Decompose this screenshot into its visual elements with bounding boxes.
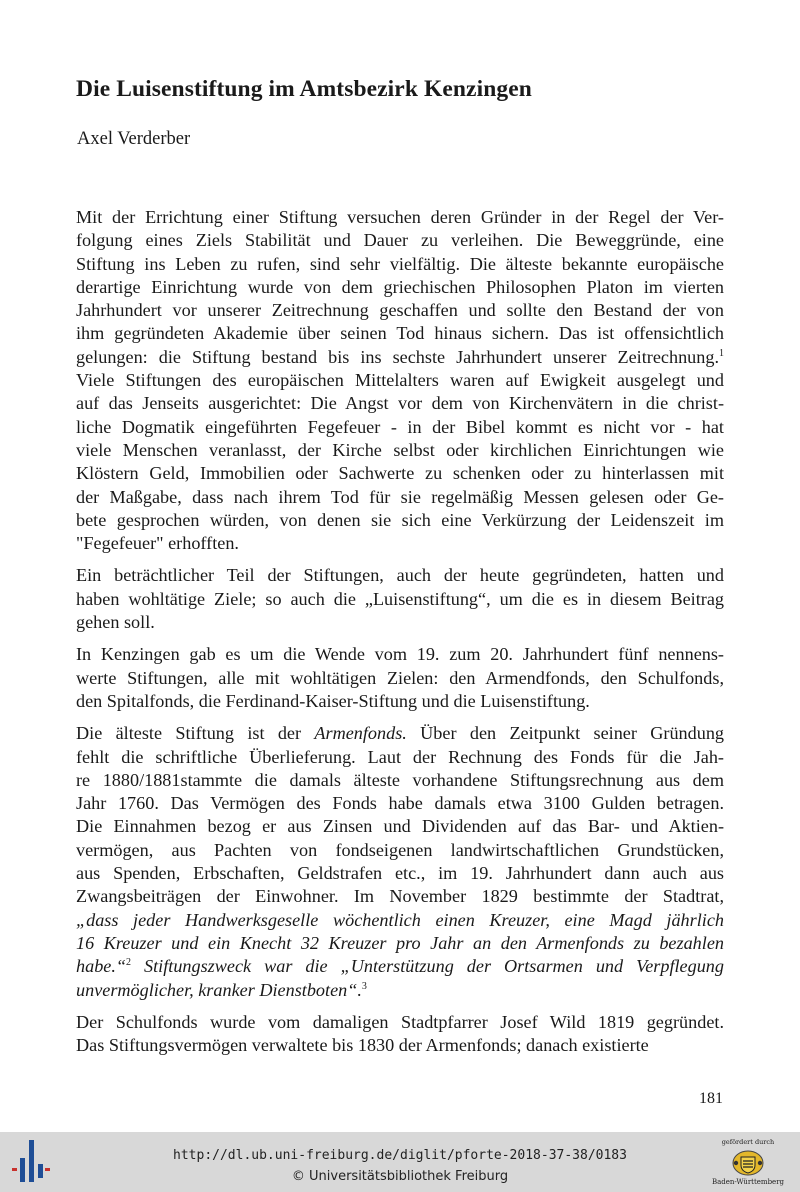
text-line — [76, 462, 724, 485]
text-line — [76, 862, 724, 885]
text-segment: Zwangsbeiträgen der Einwohner. Im November 1829 bestimmte der Stadtrat, — [76, 886, 724, 907]
text-line — [76, 909, 724, 932]
text-line — [76, 722, 724, 745]
text-segment: Jahrhundert vor unserer Zeitrechnung geschaffen und sollte den Bestand der von — [76, 300, 724, 321]
text-segment: aus Spenden, Erbschaften, Geldstrafen etc., im 19. Jahrhundert dann auch aus — [76, 863, 724, 884]
text-line — [76, 439, 724, 462]
text-segment: vermögen, aus Pachten von fondseigenen landwirtschaftlichen Grundstücken, — [76, 839, 724, 860]
text-line — [76, 253, 724, 276]
paragraph — [76, 643, 724, 713]
paragraph — [76, 722, 724, 1002]
text-segment: re 1880/1881stammte die damals älteste vorhandene Stiftungsrechnung aus dem — [76, 769, 724, 790]
text-segment: haben wohltätige Ziele; so auch die „Luisenstiftung“, um die es in diesem Beitrag — [76, 588, 724, 609]
text-line — [76, 932, 724, 955]
text-line — [76, 276, 724, 299]
text-segment: Jahr 1760. Das Vermögen des Fonds habe damals etwa 3100 Gulden betragen. — [76, 793, 724, 814]
paragraph — [76, 206, 724, 555]
text-segment: bete gesprochen würden, von denen sie sich eine Verkürzung der Leidenszeit im — [76, 509, 724, 530]
text-line — [76, 667, 724, 690]
text-line — [76, 588, 724, 611]
footnote-ref: 3 — [361, 980, 367, 992]
text-line — [76, 643, 724, 666]
sponsor-badge — [700, 1135, 796, 1191]
text-segment: den Spitalfonds, die Ferdinand-Kaiser-Stiftung und die Luisenstiftung. — [76, 690, 590, 711]
footnote-ref: 2 — [126, 957, 132, 969]
text-segment: viele Menschen veranlasst, der Kirche selbst oder kirchlichen Einrichtungen wie — [76, 439, 724, 460]
text-line — [76, 206, 724, 229]
text-line — [76, 1034, 724, 1057]
text-segment: Viele Stiftungen des europäischen Mittelalters waren auf Ewigkeit ausgelegt und — [76, 370, 724, 391]
text-line — [76, 979, 724, 1002]
text-line — [76, 322, 724, 345]
copyright-notice: © Universitätsbibliothek Freiburg — [291, 1169, 509, 1184]
text-segment: werte Stiftungen, alle mit wohltätigen Zielen: den Armendfonds, den Schulfonds, — [76, 667, 724, 688]
text-segment: Klöstern Geld, Immobilien oder Sachwerte zu schenken oder zu hinterlassen mit — [76, 463, 724, 484]
text-line — [76, 815, 724, 838]
text-segment: Stiftungszweck war die „Unterstützung der Ortsarmen und Verpflegung — [131, 956, 724, 977]
text-segment: fehlt die schriftliche Überlieferung. Laut der Rechnung des Fonds für die Jah- — [76, 746, 724, 767]
text-line — [76, 229, 724, 252]
text-segment: liche Dogmatik eingeführten Fegefeuer - in der Bibel kommt es nicht vor - hat — [76, 416, 724, 437]
article-author: Axel Verderber — [77, 129, 191, 149]
text-line — [76, 885, 724, 908]
text-segment: folgung eines Ziels Stabilität und Dauer zu verleihen. Die Beweggründe, eine — [76, 230, 724, 251]
source-url-link[interactable]: http://dl.ub.uni-freiburg.de/diglit/pforte-2018-37-38/0183 — [173, 1148, 627, 1163]
text-line — [76, 690, 724, 713]
text-line — [76, 564, 724, 587]
article-body — [76, 206, 724, 1057]
text-line — [76, 299, 724, 322]
text-line — [76, 611, 724, 634]
footnote-ref: 1 — [719, 347, 724, 359]
text-line — [76, 746, 724, 769]
text-line — [76, 955, 724, 978]
text-segment: gelungen: die Stiftung bestand bis ins sechste Jahrhundert unserer Zeitrechnung. — [76, 346, 719, 367]
text-line — [76, 792, 724, 815]
text-segment: „dass jeder Handwerksgeselle wöchentlich einen Kreuzer, eine Magd jährlich — [76, 909, 724, 930]
paragraph-gap — [76, 634, 724, 643]
text-segment: derartige Einrichtung wurde von dem griechischen Philosophen Platon im vierten — [76, 276, 724, 297]
text-line — [76, 369, 724, 392]
text-segment: der Maßgabe, dass nach ihrem Tod für sie regelmäßig Messen gelesen oder Ge- — [76, 486, 724, 507]
text-line — [76, 416, 724, 439]
text-segment: unvermöglicher, kranker Dienstboten“. — [76, 979, 362, 1000]
text-segment: Die Einnahmen bezog er aus Zinsen und Dividenden auf das Bar- und Aktien- — [76, 816, 724, 837]
text-segment: 16 Kreuzer und ein Knecht 32 Kreuzer pro Jahr an den Armenfonds zu bezahlen — [76, 932, 724, 953]
sponsor-label: gefördert durch — [721, 1138, 775, 1146]
text-segment: Armenfonds. — [314, 723, 407, 744]
text-segment: gehen soll. — [76, 612, 155, 633]
text-line — [76, 769, 724, 792]
text-segment: auf das Jenseits ausgerichtet: Die Angst vor dem von Kirchenvätern in die christ- — [76, 393, 724, 414]
text-segment: Über den Zeitpunkt seiner Gründung — [406, 723, 725, 744]
text-segment: Ein beträchtlicher Teil der Stiftungen, auch der heute gegründeten, hatten und — [76, 565, 724, 586]
text-segment: Der Schulfonds wurde vom damaligen Stadtpfarrer Josef Wild 1819 gegründet. — [76, 1011, 724, 1032]
text-line — [76, 346, 724, 369]
text-segment: ihm gegründeten Akademie über seinen Tod hinaus sichern. Das ist offensichtlich — [76, 323, 724, 344]
text-segment: Stiftung ins Leben zu rufen, sind sehr vielfältig. Die älteste bekannte europäische — [76, 253, 724, 274]
text-line — [76, 1011, 724, 1034]
text-segment: Mit der Errichtung einer Stiftung versuchen deren Gründer in der Regel der Ver- — [76, 207, 724, 227]
text-line — [76, 392, 724, 415]
paragraph-gap — [76, 555, 724, 564]
text-line — [76, 509, 724, 532]
text-segment: "Fegefeuer" erhofften. — [76, 533, 239, 554]
text-line — [76, 532, 724, 555]
paragraph-gap — [76, 1002, 724, 1011]
text-segment: Das Stiftungsvermögen verwaltete bis 1830 der Armenfonds; danach existierte — [76, 1035, 649, 1056]
sponsor-name: Baden-Württemberg — [711, 1178, 785, 1186]
text-segment: In Kenzingen gab es um die Wende vom 19. zum 20. Jahrhundert fünf nennens- — [76, 644, 724, 665]
page-number: 181 — [699, 1090, 723, 1107]
text-segment: Die älteste Stiftung ist der — [76, 723, 315, 744]
text-segment: habe.“ — [76, 956, 127, 977]
text-line — [76, 486, 724, 509]
paragraph-gap — [76, 713, 724, 722]
paragraph — [76, 1011, 724, 1058]
baden-wuerttemberg-crest-icon — [731, 1149, 765, 1177]
article-title: Die Luisenstiftung im Amtsbezirk Kenzingen — [76, 76, 532, 102]
paragraph — [76, 564, 724, 634]
text-line — [76, 839, 724, 862]
